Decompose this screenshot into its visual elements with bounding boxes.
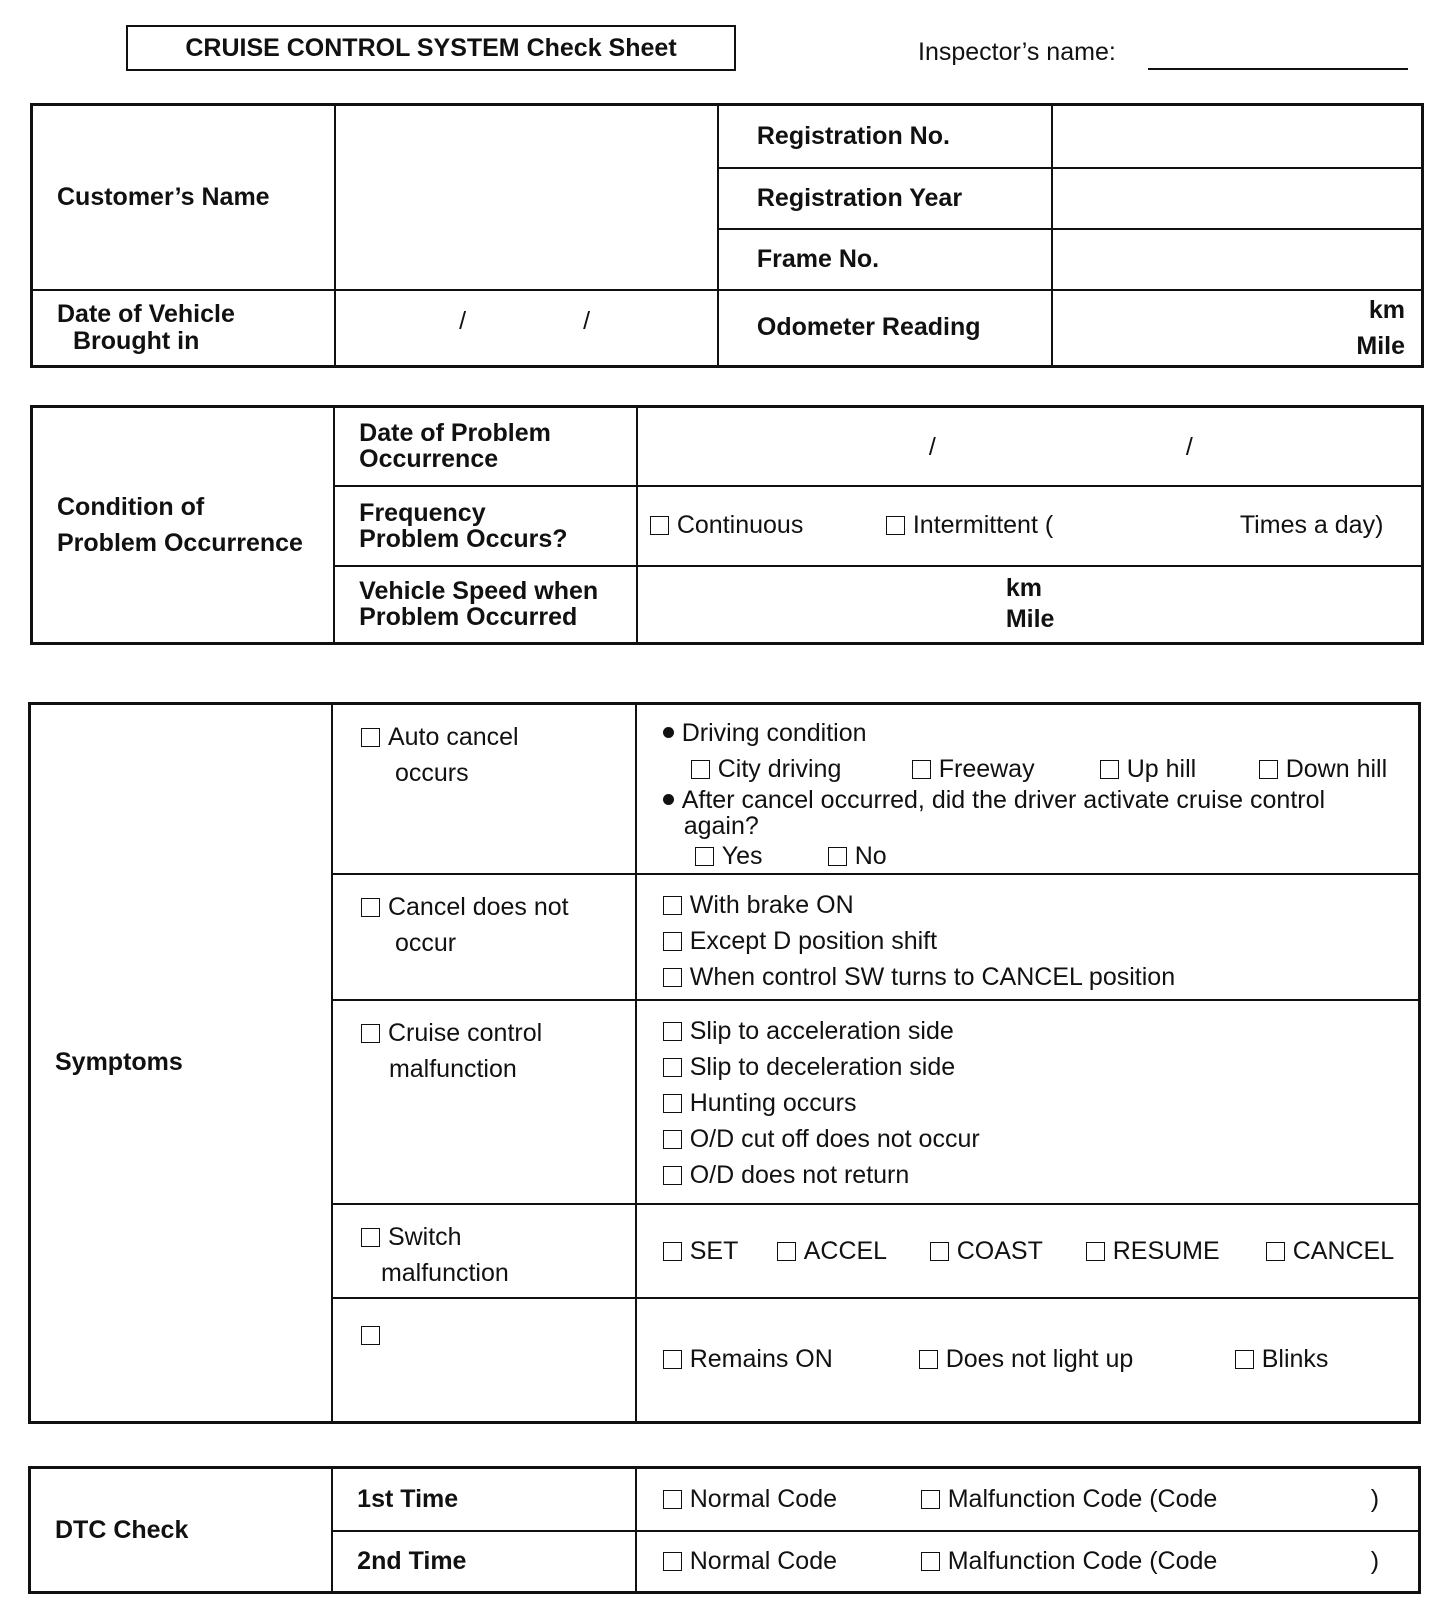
registration-no-label: Registration No. [718, 105, 1053, 168]
registration-year-label: Registration Year [718, 168, 1053, 229]
cancel-option[interactable] [1266, 1237, 1394, 1266]
unit-km: km [1005, 574, 1042, 603]
checkbox[interactable] [1100, 760, 1119, 779]
frame-no-field[interactable] [1052, 229, 1422, 290]
option-label: CANCEL [1292, 1236, 1395, 1265]
accel-option[interactable] [777, 1237, 930, 1266]
option-label: SET [689, 1236, 739, 1265]
checkbox[interactable] [361, 1024, 380, 1043]
after-cancel-question-2: again? [683, 812, 759, 840]
option-label: Slip to deceleration side [689, 1053, 956, 1081]
malfunction-code-option[interactable] [921, 1547, 1371, 1576]
checkbox[interactable] [361, 898, 380, 917]
malfunction-code-option[interactable] [921, 1485, 1371, 1514]
option-label: Does not light up [945, 1345, 1134, 1374]
frequency-options [637, 486, 1423, 566]
resume-option[interactable] [1086, 1237, 1266, 1266]
checkbox[interactable] [361, 1228, 380, 1247]
option-label: Remains ON [689, 1345, 833, 1374]
driving-condition-label: Driving condition [681, 719, 867, 747]
problem-date-label [334, 407, 637, 486]
second-time-label: 2nd Time [332, 1531, 636, 1593]
normal-code-option[interactable] [663, 1485, 921, 1514]
times-a-day-label: Times a day) [1239, 511, 1384, 539]
down-hill-option[interactable] [1259, 751, 1387, 787]
option-label: Down hill [1285, 755, 1388, 783]
vehicle-info-table [30, 103, 1424, 368]
symptoms-label: Symptoms [30, 704, 332, 1423]
checkbox[interactable] [663, 1166, 682, 1185]
checkbox[interactable] [663, 1350, 682, 1369]
set-option[interactable] [663, 1237, 777, 1266]
after-cancel-question: After cancel occurred, did the driver activate cruise control [681, 786, 1326, 814]
option-label: City driving [717, 755, 842, 783]
city-driving-option[interactable] [691, 751, 912, 787]
control-sw-cancel-option[interactable] [663, 959, 1418, 995]
option-label: ACCEL [803, 1236, 888, 1265]
checkbox[interactable] [663, 932, 682, 951]
normal-code-option[interactable] [663, 1547, 921, 1576]
checkbox[interactable] [691, 760, 710, 779]
switch-malfunction-option[interactable] [332, 1204, 636, 1298]
date-brought-label-line2: Brought in [73, 326, 200, 355]
cancel-not-occur-details [636, 874, 1420, 1000]
inspector-name-field[interactable] [1148, 68, 1408, 70]
auto-cancel-details [636, 704, 1420, 875]
checkbox[interactable] [663, 1022, 682, 1041]
indicator-options [636, 1298, 1420, 1422]
checkbox[interactable] [695, 847, 714, 866]
option-label: Freeway [938, 755, 1035, 783]
cruise-malfunction-label: Cruise control [387, 1019, 543, 1047]
checkbox[interactable] [1259, 760, 1278, 779]
checkbox[interactable] [663, 1490, 682, 1509]
checkbox[interactable] [919, 1350, 938, 1369]
checkbox[interactable] [663, 1130, 682, 1149]
checkbox[interactable] [921, 1490, 940, 1509]
condition-table [30, 405, 1424, 645]
bullet-icon [663, 794, 674, 805]
frequency-label-line1: Frequency [359, 498, 486, 527]
unit-km: km [1368, 295, 1405, 324]
odometer-field[interactable] [1052, 290, 1422, 367]
frame-no-label: Frame No. [718, 229, 1053, 290]
option-label: Normal Code [689, 1546, 838, 1575]
switch-malfunction-label-2: malfunction [380, 1259, 509, 1287]
dtc-table [28, 1466, 1421, 1594]
remains-on-option[interactable] [663, 1345, 919, 1374]
freeway-option[interactable] [912, 751, 1100, 787]
checkbox[interactable] [663, 896, 682, 915]
problem-date-label-line1: Date of Problem [359, 419, 551, 448]
bullet-icon [663, 727, 674, 738]
inspector-name-label: Inspector’s name: [918, 38, 1116, 66]
auto-cancel-label-2: occurs [394, 759, 469, 787]
frequency-label-line2: Problem Occurs? [359, 524, 568, 553]
first-time-options [636, 1468, 1420, 1531]
checkbox[interactable] [912, 760, 931, 779]
checkbox[interactable] [650, 516, 669, 535]
unit-mile: Mile [1356, 331, 1405, 360]
checkbox[interactable] [663, 1242, 682, 1261]
date-brought-field[interactable] [335, 290, 718, 367]
checkbox[interactable] [886, 516, 905, 535]
intermittent-option[interactable] [886, 511, 1240, 540]
coast-option[interactable] [930, 1237, 1086, 1266]
switch-malfunction-label: Switch [387, 1223, 462, 1251]
symptoms-table [28, 702, 1421, 1424]
problem-date-label-line2: Occurrence [359, 445, 499, 474]
unit-mile: Mile [1005, 605, 1055, 634]
date-separator: / [1185, 433, 1193, 461]
problem-date-field[interactable] [637, 407, 1423, 486]
page-title: CRUISE CONTROL SYSTEM Check Sheet [126, 25, 736, 71]
date-separator: / [583, 306, 591, 335]
option-label: Blinks [1261, 1345, 1329, 1374]
checkbox[interactable] [1086, 1242, 1105, 1261]
indicator-option[interactable] [332, 1298, 636, 1422]
blinks-option[interactable] [1235, 1345, 1329, 1374]
option-label: Normal Code [689, 1484, 838, 1513]
checkbox[interactable] [663, 1552, 682, 1571]
option-label: No [854, 842, 887, 870]
slip-accel-option[interactable] [663, 1013, 1418, 1049]
dtc-check-label: DTC Check [30, 1468, 333, 1593]
slip-decel-option[interactable] [663, 1049, 1418, 1085]
od-return-option[interactable] [663, 1157, 1418, 1193]
no-light-option[interactable] [919, 1345, 1235, 1374]
condition-label-line1: Condition of [57, 493, 205, 521]
customer-name-label: Customer’s Name [32, 105, 336, 290]
checkbox[interactable] [663, 1094, 682, 1113]
registration-no-field[interactable] [1052, 105, 1422, 168]
auto-cancel-option[interactable] [332, 704, 636, 875]
option-label: Yes [721, 842, 763, 870]
first-time-label: 1st Time [332, 1468, 636, 1531]
option-label: Slip to acceleration side [689, 1017, 954, 1045]
condition-label-line2: Problem Occurrence [57, 529, 303, 557]
date-brought-label-line1: Date of Vehicle [57, 299, 235, 328]
date-brought-label [32, 290, 336, 367]
option-label: Malfunction Code (Code [947, 1484, 1218, 1513]
second-time-options [636, 1531, 1420, 1593]
checkbox[interactable] [828, 847, 847, 866]
cruise-malfunction-details [636, 1000, 1420, 1204]
close-paren: ) [1370, 1546, 1380, 1575]
checkbox[interactable] [361, 1326, 380, 1345]
switch-options [636, 1204, 1420, 1298]
frequency-label [334, 486, 637, 566]
cancel-not-occur-option[interactable] [332, 874, 636, 1000]
option-label: O/D does not return [689, 1161, 910, 1189]
no-option[interactable] [828, 839, 887, 873]
cruise-malfunction-option[interactable] [332, 1000, 636, 1204]
odometer-label: Odometer Reading [718, 290, 1053, 367]
checkbox[interactable] [921, 1552, 940, 1571]
cruise-malfunction-label-2: malfunction [388, 1055, 517, 1083]
continuous-option[interactable] [650, 511, 886, 540]
option-label: COAST [956, 1236, 1043, 1265]
cancel-not-occur-label-2: occur [394, 929, 457, 957]
auto-cancel-label: Auto cancel [387, 723, 519, 751]
checkbox[interactable] [777, 1242, 796, 1261]
vehicle-speed-label [334, 566, 637, 644]
except-d-shift-option[interactable] [663, 923, 1418, 959]
option-label: Continuous [676, 511, 804, 539]
date-separator: / [459, 306, 467, 335]
registration-year-field[interactable] [1052, 168, 1422, 229]
option-label: Hunting occurs [689, 1089, 857, 1117]
cancel-not-occur-label: Cancel does not [387, 893, 569, 921]
od-cutoff-option[interactable] [663, 1121, 1418, 1157]
checkbox[interactable] [663, 968, 682, 987]
option-label: Except D position shift [689, 927, 938, 955]
option-label: O/D cut off does not occur [689, 1125, 980, 1153]
checkbox[interactable] [1235, 1350, 1254, 1369]
vehicle-speed-label-line1: Vehicle Speed when [359, 577, 599, 606]
close-paren: ) [1370, 1484, 1380, 1513]
checkbox[interactable] [930, 1242, 949, 1261]
up-hill-option[interactable] [1100, 751, 1259, 787]
yes-option[interactable] [695, 839, 828, 873]
with-brake-on-option[interactable] [663, 887, 1418, 923]
date-separator: / [928, 433, 936, 461]
option-label: When control SW turns to CANCEL position [689, 963, 1176, 991]
checkbox[interactable] [663, 1058, 682, 1077]
option-label: Up hill [1126, 755, 1197, 783]
checkbox[interactable] [1266, 1242, 1285, 1261]
customer-name-field[interactable] [335, 105, 718, 290]
checkbox[interactable] [361, 728, 380, 747]
vehicle-speed-field[interactable] [637, 566, 1423, 644]
option-label: With brake ON [689, 891, 854, 919]
option-label: Malfunction Code (Code [947, 1546, 1218, 1575]
condition-label [32, 407, 335, 644]
vehicle-speed-label-line2: Problem Occurred [359, 603, 578, 632]
option-label: Intermittent ( [912, 511, 1054, 539]
hunting-option[interactable] [663, 1085, 1418, 1121]
option-label: RESUME [1112, 1236, 1220, 1265]
